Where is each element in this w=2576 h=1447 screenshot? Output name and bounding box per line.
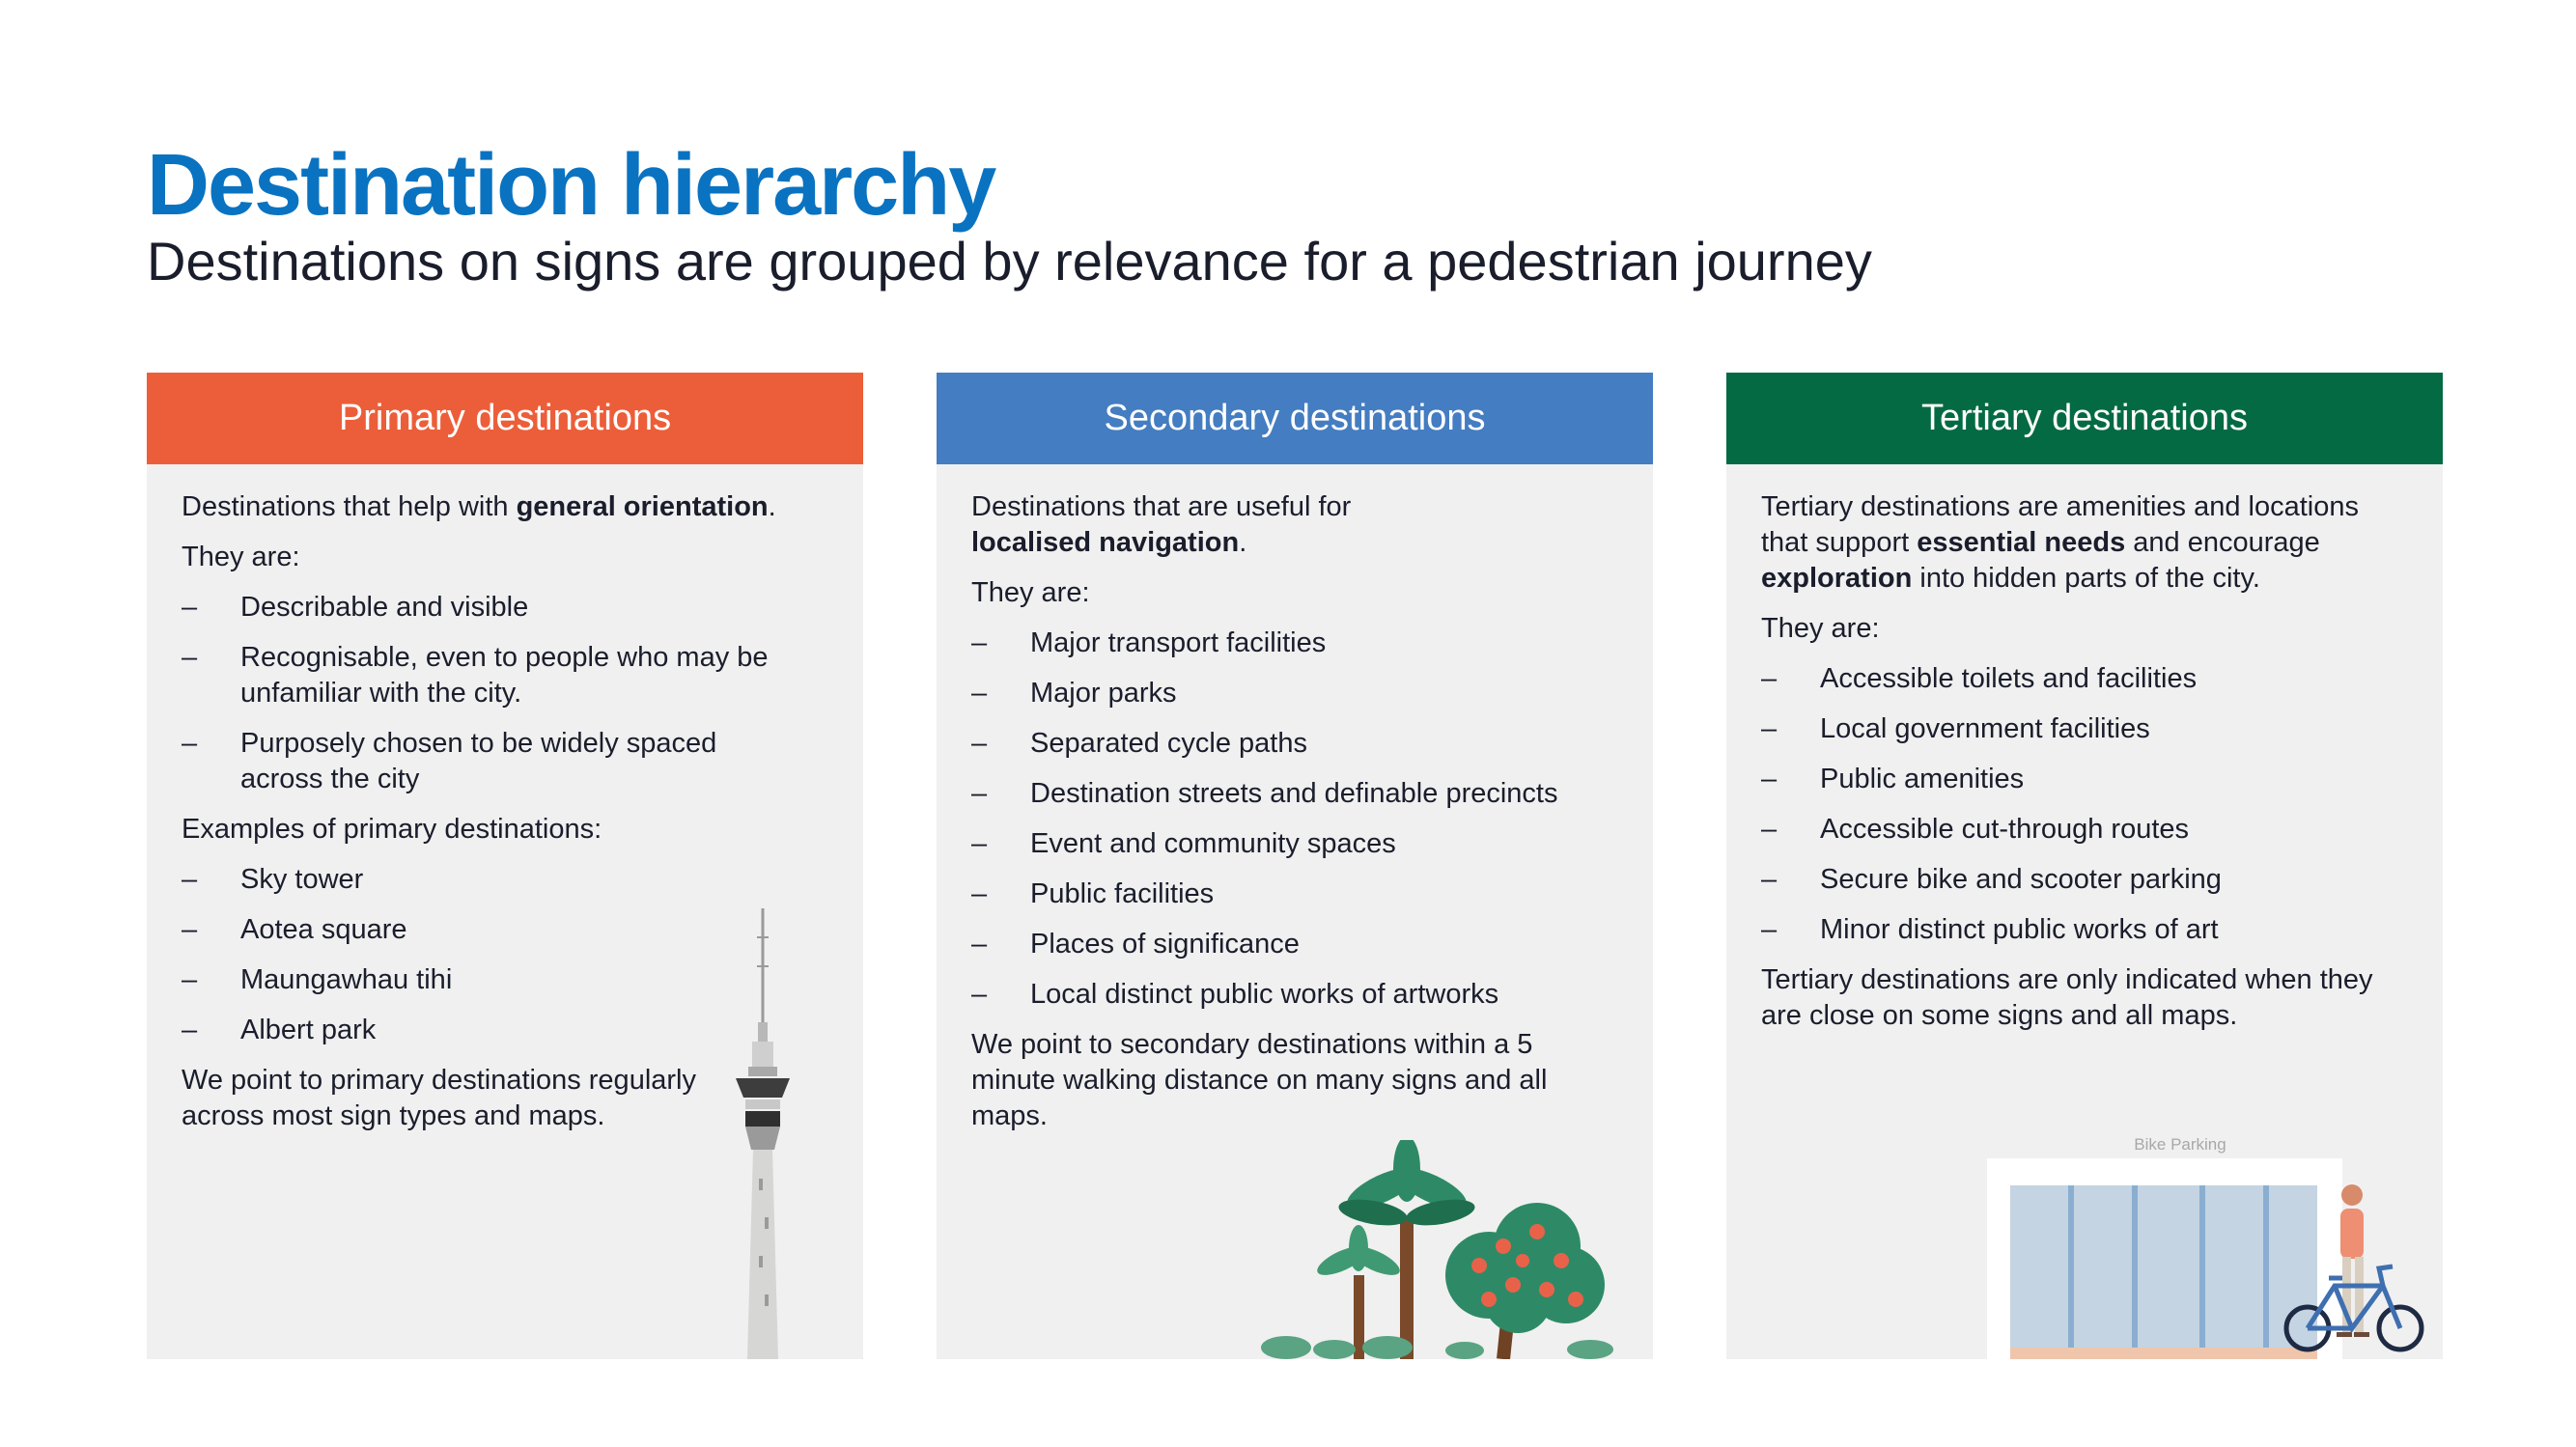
dash: – [1761, 914, 1778, 945]
dash: – [182, 864, 198, 895]
list-item [971, 626, 1618, 661]
list-item-text: Accessible toilets and facilities [1820, 663, 2198, 694]
sky-tower-icon [724, 908, 801, 1359]
tertiary-header-label: Tertiary destinations [1921, 398, 2248, 438]
list-item-text: Places of significance [1030, 929, 1300, 960]
secondary-footer: We point to secondary destinations within a 5 minute walking distance on many signs and all maps. [971, 1029, 1548, 1131]
list-item-text: Recognisable, even to people who may be unfamiliar with the city. [240, 642, 769, 709]
primary-intro-text: Destinations that help with [182, 491, 517, 522]
trees-icon [1257, 1140, 1624, 1359]
dash: – [971, 728, 988, 759]
list-item [971, 776, 1618, 812]
primary-footer: We point to primary destinations regularly across most sign types and maps. [182, 1065, 696, 1131]
tertiary-intro-text: Tertiary destinations are amenities and locations that support [1761, 491, 2359, 558]
primary-they-are: They are: [182, 542, 300, 572]
list-item-text: Public facilities [1030, 878, 1215, 909]
tertiary-intro-mid: and encourage [2125, 527, 2320, 558]
bike-parking-label: Bike Parking [2134, 1135, 2226, 1154]
list-item-text: Major parks [1030, 678, 1177, 709]
dash: – [1761, 864, 1778, 895]
list-item [1761, 862, 2408, 898]
primary-intro [182, 489, 799, 525]
dash: – [182, 1015, 198, 1045]
dash: – [1761, 814, 1778, 845]
tertiary-header [1726, 373, 2443, 464]
tertiary-intro [1761, 489, 2389, 597]
secondary-intro-end: . [1239, 527, 1247, 558]
primary-intro-end: . [768, 491, 776, 522]
list-item-text: Major transport facilities [1030, 627, 1327, 658]
dash: – [971, 929, 988, 960]
list-item [182, 590, 799, 626]
list-item [1761, 762, 2408, 797]
list-item [971, 726, 1618, 762]
page-title: Destination hierarchy [147, 137, 995, 234]
dash: – [971, 778, 988, 809]
dash: – [182, 964, 198, 995]
secondary-card [937, 373, 1653, 1359]
primary-header-label: Primary destinations [338, 398, 672, 438]
dash: – [1761, 713, 1778, 744]
list-item [971, 927, 1618, 962]
page-subtitle: Destinations on signs are grouped by relevance for a pedestrian journey [147, 231, 1872, 292]
dash: – [182, 914, 198, 945]
secondary-header [937, 373, 1653, 464]
tertiary-intro-bold-1: essential needs [1917, 527, 2126, 558]
list-item [971, 877, 1618, 912]
primary-card [147, 373, 863, 1359]
list-item-text: Secure bike and scooter parking [1820, 864, 2222, 895]
list-item-text: Minor distinct public works of art [1820, 914, 2219, 945]
dash: – [1761, 764, 1778, 794]
list-item-text: Albert park [240, 1015, 377, 1045]
primary-examples-label: Examples of primary destinations: [182, 814, 602, 845]
primary-intro-bold: general orientation [516, 491, 769, 522]
dash: – [971, 627, 988, 658]
secondary-list [971, 626, 1618, 1013]
secondary-intro [971, 489, 1377, 561]
secondary-body [937, 464, 1653, 1134]
tertiary-card [1726, 373, 2443, 1359]
list-item-text: Purposely chosen to be widely spaced across the city [240, 728, 717, 794]
list-item [971, 826, 1618, 862]
list-item [1761, 661, 2408, 697]
tertiary-intro-bold-2: exploration [1761, 563, 1913, 594]
secondary-header-label: Secondary destinations [1104, 398, 1486, 438]
list-item-text: Event and community spaces [1030, 828, 1396, 859]
dash: – [971, 979, 988, 1010]
dash: – [971, 678, 988, 709]
tertiary-intro-end: into hidden parts of the city. [1912, 563, 2260, 594]
bike-parking-illustration [1987, 1135, 2443, 1359]
list-item-text: Destination streets and definable precincts [1030, 778, 1558, 809]
list-item [971, 977, 1618, 1013]
list-item [182, 862, 828, 898]
tertiary-body [1726, 464, 2443, 1034]
list-item [1761, 812, 2408, 848]
dash: – [182, 592, 198, 623]
list-item [182, 640, 799, 711]
secondary-they-are: They are: [971, 577, 1090, 608]
tertiary-they-are: They are: [1761, 613, 1880, 644]
list-item-text: Separated cycle paths [1030, 728, 1307, 759]
list-item [1761, 711, 2408, 747]
list-item [971, 676, 1618, 711]
list-item-text: Maungawhau tihi [240, 964, 453, 995]
list-item-text: Local distinct public works of artworks [1030, 979, 1499, 1010]
list-item-text: Local government facilities [1820, 713, 2150, 744]
primary-list [182, 590, 799, 797]
dash: – [1761, 663, 1778, 694]
primary-header [147, 373, 863, 464]
dash: – [182, 728, 198, 759]
secondary-intro-text: Destinations that are useful for [971, 491, 1352, 522]
list-item-text: Describable and visible [240, 592, 529, 623]
list-item [182, 726, 799, 797]
dash: – [971, 878, 988, 909]
dash: – [971, 828, 988, 859]
secondary-intro-bold: localised navigation [971, 527, 1240, 558]
bike-parking-icon [1987, 1158, 2443, 1359]
tertiary-footer: Tertiary destinations are only indicated when they are close on some signs and all maps. [1761, 964, 2373, 1031]
list-item-text: Public amenities [1820, 764, 2025, 794]
list-item [1761, 912, 2408, 948]
list-item-text: Sky tower [240, 864, 364, 895]
list-item-text: Aotea square [240, 914, 407, 945]
list-item-text: Accessible cut-through routes [1820, 814, 2190, 845]
tertiary-list [1761, 661, 2408, 948]
dash: – [182, 642, 198, 673]
